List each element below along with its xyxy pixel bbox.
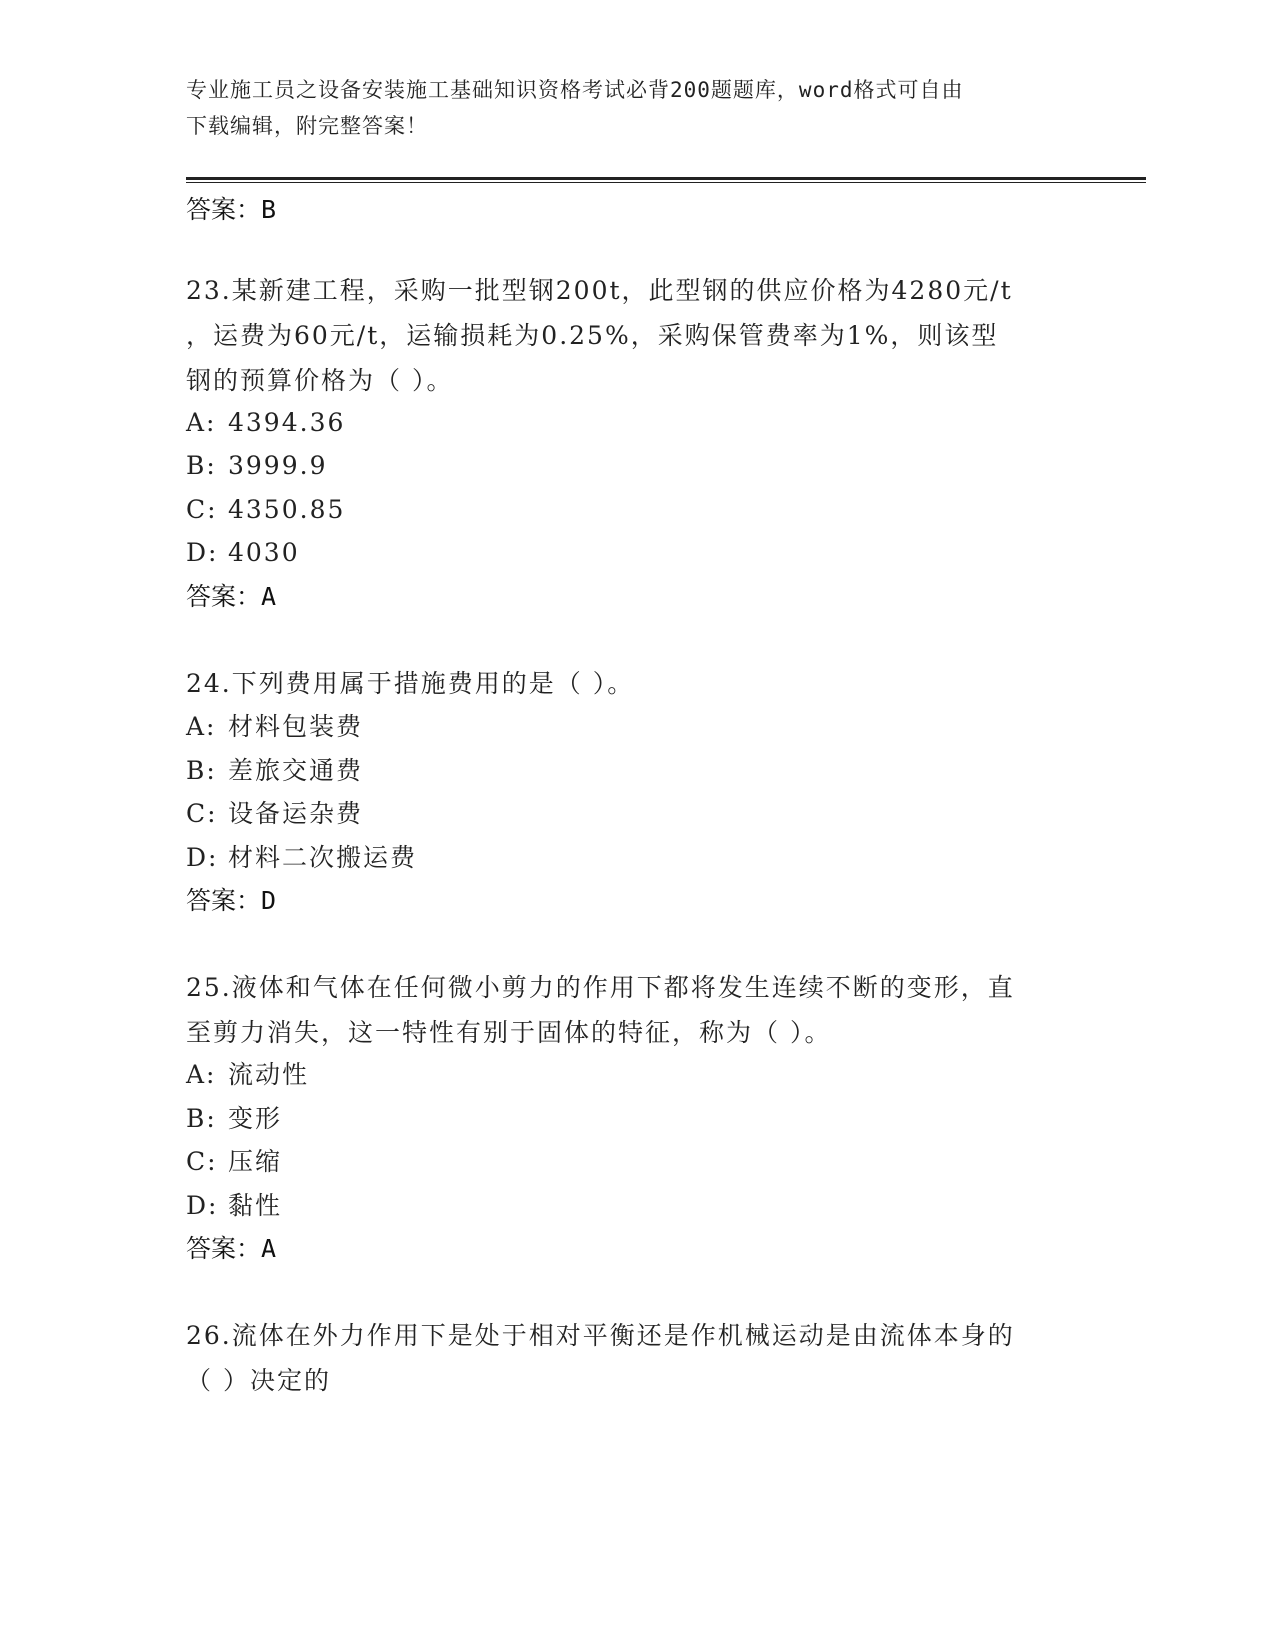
option-key: A: xyxy=(186,712,217,741)
option-text: 4030 xyxy=(228,538,300,567)
question-line: 至剪力消失，这一特性有别于固体的特征，称为（ ）。 xyxy=(186,1018,832,1047)
answer-23: 答案：A xyxy=(186,582,277,611)
question-26 xyxy=(186,1313,1086,1403)
header-line-1: 专业施工员之设备安装施工基础知识资格考试必背200题题库，word格式可自由 xyxy=(186,78,964,102)
option-key: C: xyxy=(186,799,218,828)
option-d xyxy=(186,533,300,573)
answer-25: 答案：A xyxy=(186,1234,277,1263)
question-line: 25.液体和气体在任何微小剪力的作用下都将发生连续不断的变形，直 xyxy=(186,973,1015,1002)
option-b xyxy=(186,446,327,486)
option-b xyxy=(186,751,363,791)
option-key: B: xyxy=(186,1104,217,1133)
header-divider xyxy=(186,177,1146,180)
option-d xyxy=(186,838,417,878)
option-text: 变形 xyxy=(228,1104,283,1133)
question-line: ，运费为60元/t，运输损耗为0.25%，采购保管费率为1%，则该型 xyxy=(186,321,999,350)
option-key: A: xyxy=(186,1060,217,1089)
option-c xyxy=(186,1142,282,1182)
option-text: 黏性 xyxy=(228,1191,283,1220)
option-key: D: xyxy=(186,538,219,567)
header-line-2: 下载编辑，附完整答案！ xyxy=(186,114,428,138)
option-d xyxy=(186,1186,282,1226)
option-text: 材料包装费 xyxy=(228,712,364,741)
option-a xyxy=(186,707,363,747)
question-line: 26.流体在外力作用下是处于相对平衡还是作机械运动是由流体本身的 xyxy=(186,1321,1015,1350)
option-text: 流动性 xyxy=(228,1060,310,1089)
option-key: B: xyxy=(186,451,217,480)
question-23 xyxy=(186,268,1086,403)
option-key: B: xyxy=(186,756,217,785)
option-key: D: xyxy=(186,1191,219,1220)
option-text: 3999.9 xyxy=(228,451,328,480)
option-b xyxy=(186,1099,282,1139)
option-key: D: xyxy=(186,843,219,872)
option-key: C: xyxy=(186,1147,218,1176)
header-divider-thin xyxy=(186,182,1146,183)
question-line: 23.某新建工程，采购一批型钢200t，此型钢的供应价格为4280元/t xyxy=(186,276,1013,305)
option-key: A: xyxy=(186,408,217,437)
option-text: 设备运杂费 xyxy=(228,799,364,828)
option-text: 4350.85 xyxy=(228,495,346,524)
option-a xyxy=(186,403,345,443)
answer-24: 答案：D xyxy=(186,886,277,915)
option-text: 材料二次搬运费 xyxy=(228,843,418,872)
option-c xyxy=(186,794,363,834)
question-25 xyxy=(186,965,1086,1055)
option-text: 压缩 xyxy=(228,1147,283,1176)
option-text: 4394.36 xyxy=(228,408,346,437)
question-24 xyxy=(186,661,1086,706)
option-a xyxy=(186,1055,309,1095)
question-line: （ ）决定的 xyxy=(186,1366,331,1395)
option-text: 差旅交通费 xyxy=(228,756,364,785)
document-header xyxy=(186,72,1086,144)
prev-answer: 答案：B xyxy=(186,195,277,224)
question-line: 钢的预算价格为（ ）。 xyxy=(186,366,454,395)
option-key: C: xyxy=(186,495,218,524)
question-line: 24.下列费用属于措施费用的是（ ）。 xyxy=(186,669,635,698)
option-c xyxy=(186,490,345,530)
